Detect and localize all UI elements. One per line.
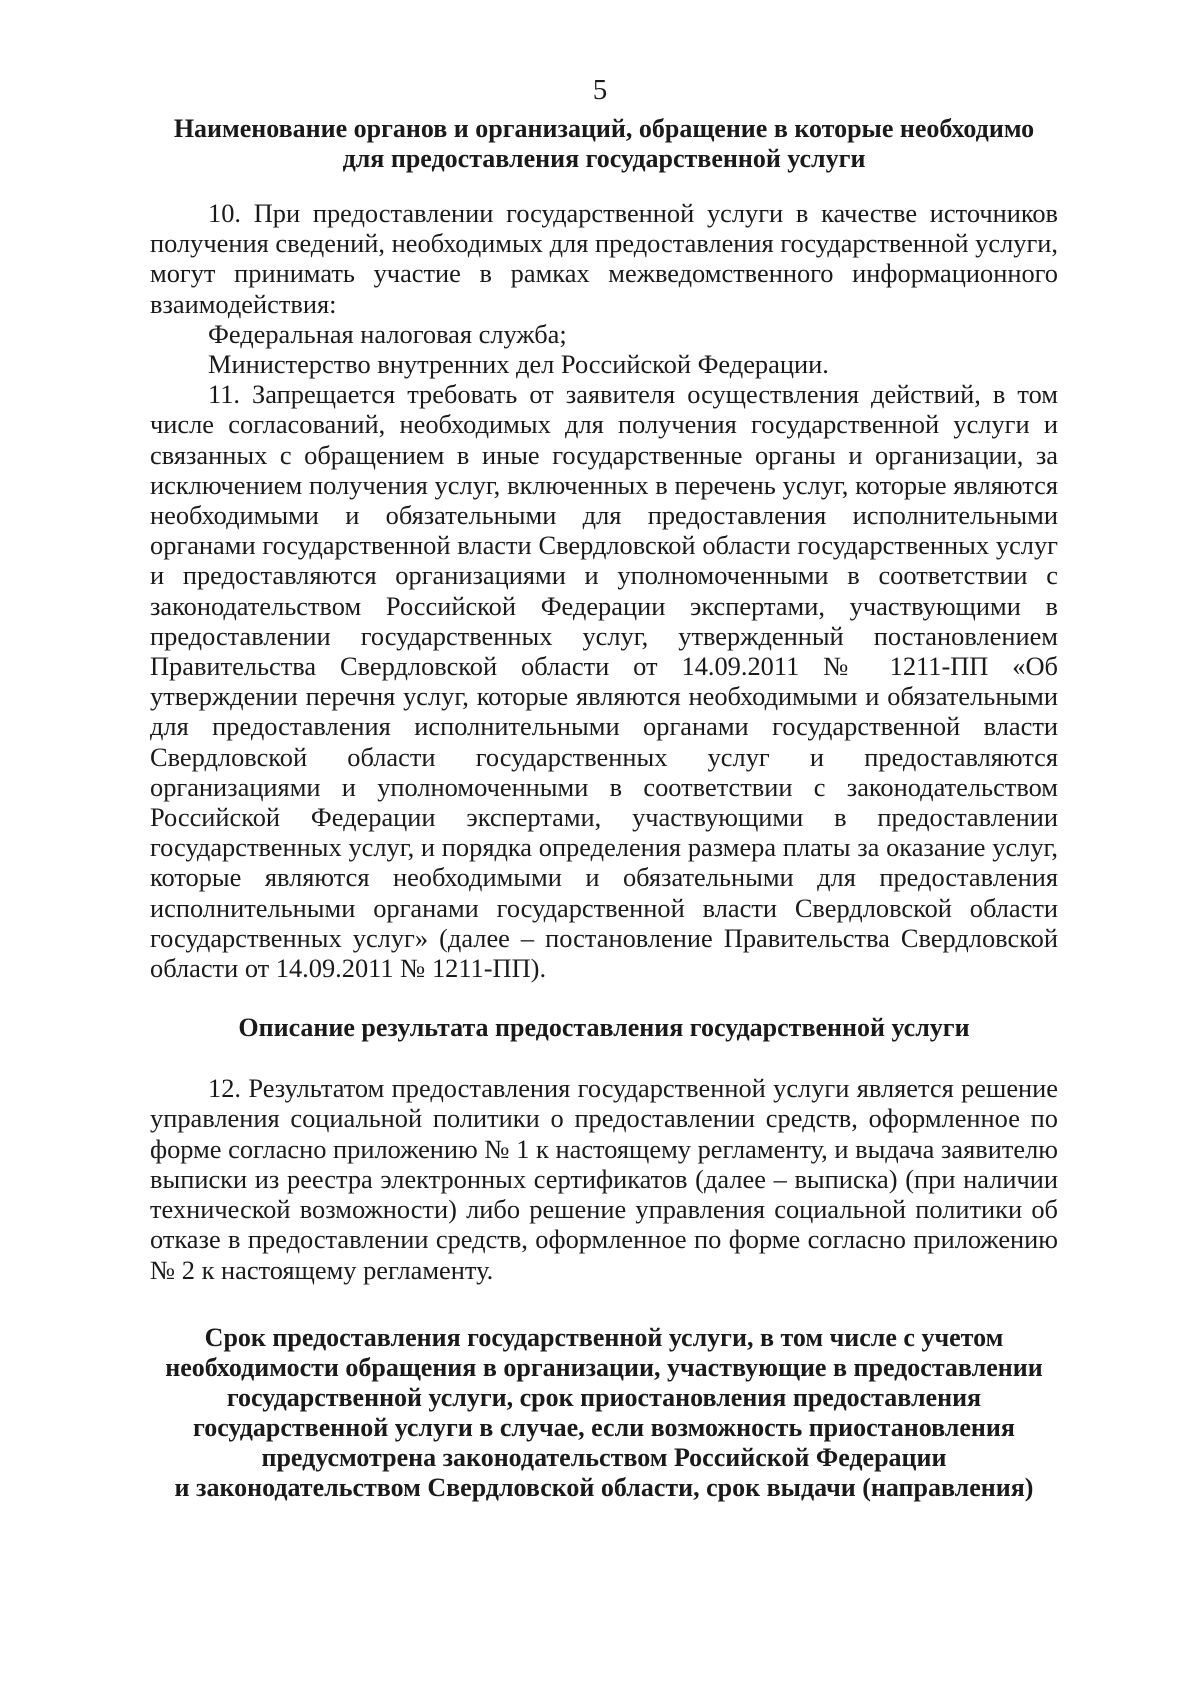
heading-line: Наименование органов и организаций, обращение в которые необходимо [173,114,1035,143]
heading-line: для предоставления государственной услуги [342,144,866,173]
heading-line: предусмотрена законодательством Российской Федерации [261,1442,947,1472]
section-heading-result: Описание результата предоставления государственной услуги [238,1013,970,1043]
list-item-interior-ministry: Министерство внутренних дел Российской Федерации. [208,349,829,380]
section-heading-deadline [150,1323,1058,1503]
list-item-tax-service: Федеральная налоговая служба; [208,318,567,349]
section-heading-organizations [150,114,1058,174]
heading-line: государственной услуги, срок приостановления предоставления [226,1382,982,1412]
heading-line: необходимости обращения в организации, участвующие в предоставлении [165,1352,1043,1382]
paragraph-12: 12. Результатом предоставления государственной услуги является решение управления социальной политики о предоставлении средств, оформленное по форме согласно приложению № 1 к настоящему регламенту, и выдача заявителю выписки из реестра электронных сертификатов (далее – выписка) (при наличии технической возможности) либо решение управления социальной политики об отказе в предоставлении средств, оформленное по форме согласно приложению № 2 к настоящему регламенту. [150,1073,1058,1285]
page-number: 5 [592,74,608,106]
heading-line: и законодательством Свердловской области, срок выдачи (направления) [174,1472,1034,1502]
heading-line: Срок предоставления государственной услуги, в том числе с учетом [204,1322,1004,1352]
heading-line: государственной услуги в случае, если возможность приостановления [193,1412,1015,1442]
paragraph-11: 11. Запрещается требовать от заявителя осуществления действий, в том числе согласований, необходимых для получения государственной услуги и связанных с обращением в иные государственные органы и организации, за исключением получения услуг, включенных в перечень услуг, которые являются необходимыми и обязательными для предоставления исполнительными органами государственной власти Свердловской области государственных услуг и предоставляются организациями и уполномоченными в соответствии с законодательством Российской Федерации экспертами, участвующими в предоставлении государственных услуг, утвержденный постановлением Правительства Свердловской области от 14.09.2011 № 1211-ПП «Об утверждении перечня услуг, которые являются необходимыми и обязательными для предоставления исполнительными органами государственной власти Свердловской области государственных услуг и предоставляются организациями и уполномоченными в соответствии с законодательством Российской Федерации экспертами, участвующими в предоставлении государственных услуг, и порядка определения размера платы за оказание услуг, которые являются необходимыми и обязательными для предоставления исполнительными органами государственной власти Свердловской области государственных услуг» (далее – постановление Правительства Свердловской области от 14.09.2011 № 1211-ПП). [150,379,1058,984]
document-body [150,114,1058,1503]
paragraph-10: 10. При предоставлении государственной услуги в качестве источников получения сведений, необходимых для предоставления государственной услуги, могут принимать участие в рамках межведомственного информационного взаимодействия: [150,198,1058,319]
